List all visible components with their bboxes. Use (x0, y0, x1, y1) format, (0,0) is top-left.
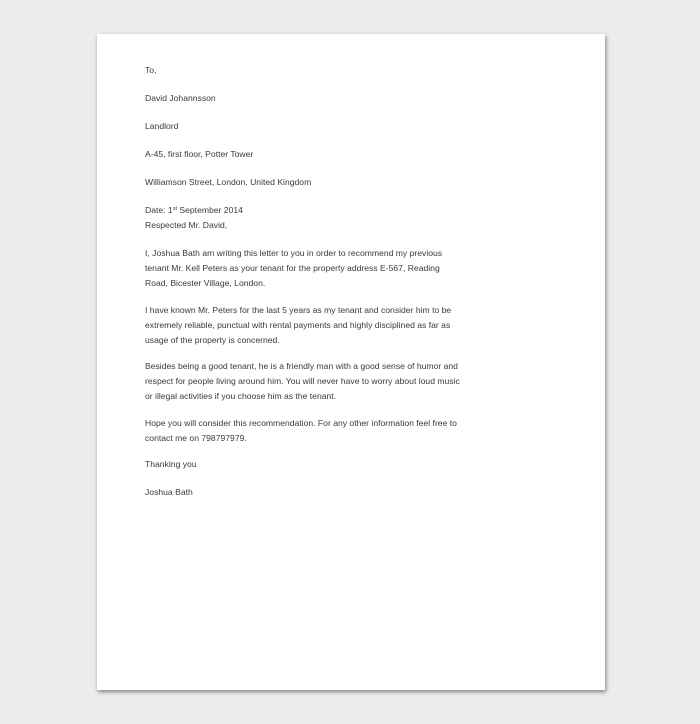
paragraph-1: I, Joshua Bath am writing this letter to you in order to recommend my previous tenant Mr. Kell Peters as your tenant for the property address E-567, Reading Road, Bicester Village, London. (145, 248, 443, 288)
paragraph-4: Hope you will consider this recommendation. For any other information feel free to contact me on 798797979. (145, 417, 457, 443)
signature: Joshua Bath (145, 487, 193, 497)
greeting: Respected Mr. David, (145, 220, 228, 230)
letter-page (97, 34, 605, 690)
address-line-1: A-45, first floor, Potter Tower (145, 149, 254, 159)
address-line-2: Williamson Street, London, United Kingdom (145, 177, 312, 187)
paragraph-2: I have known Mr. Peters for the last 5 years as my tenant and consider him to be extremely reliable, punctual with rental payments and highly disciplined as far as usage of the property is concerned. (145, 304, 452, 345)
date-prefix: Date: 1 (145, 205, 173, 215)
paragraph-3: Besides being a good tenant, he is a friendly man with a good sense of humor and respect for people living around him. You will never have to worry about loud music or illegal activities if you choose him as the tenant. (145, 361, 460, 401)
date-rest: September 2014 (177, 205, 243, 215)
letter-body (145, 63, 465, 500)
recipient-title: Landlord (145, 121, 179, 131)
date-line (145, 203, 465, 218)
to-line: To, (145, 65, 157, 75)
recipient-name: David Johannsson (145, 93, 216, 103)
closing: Thanking you (145, 459, 197, 469)
date-ordinal: st (172, 206, 177, 212)
